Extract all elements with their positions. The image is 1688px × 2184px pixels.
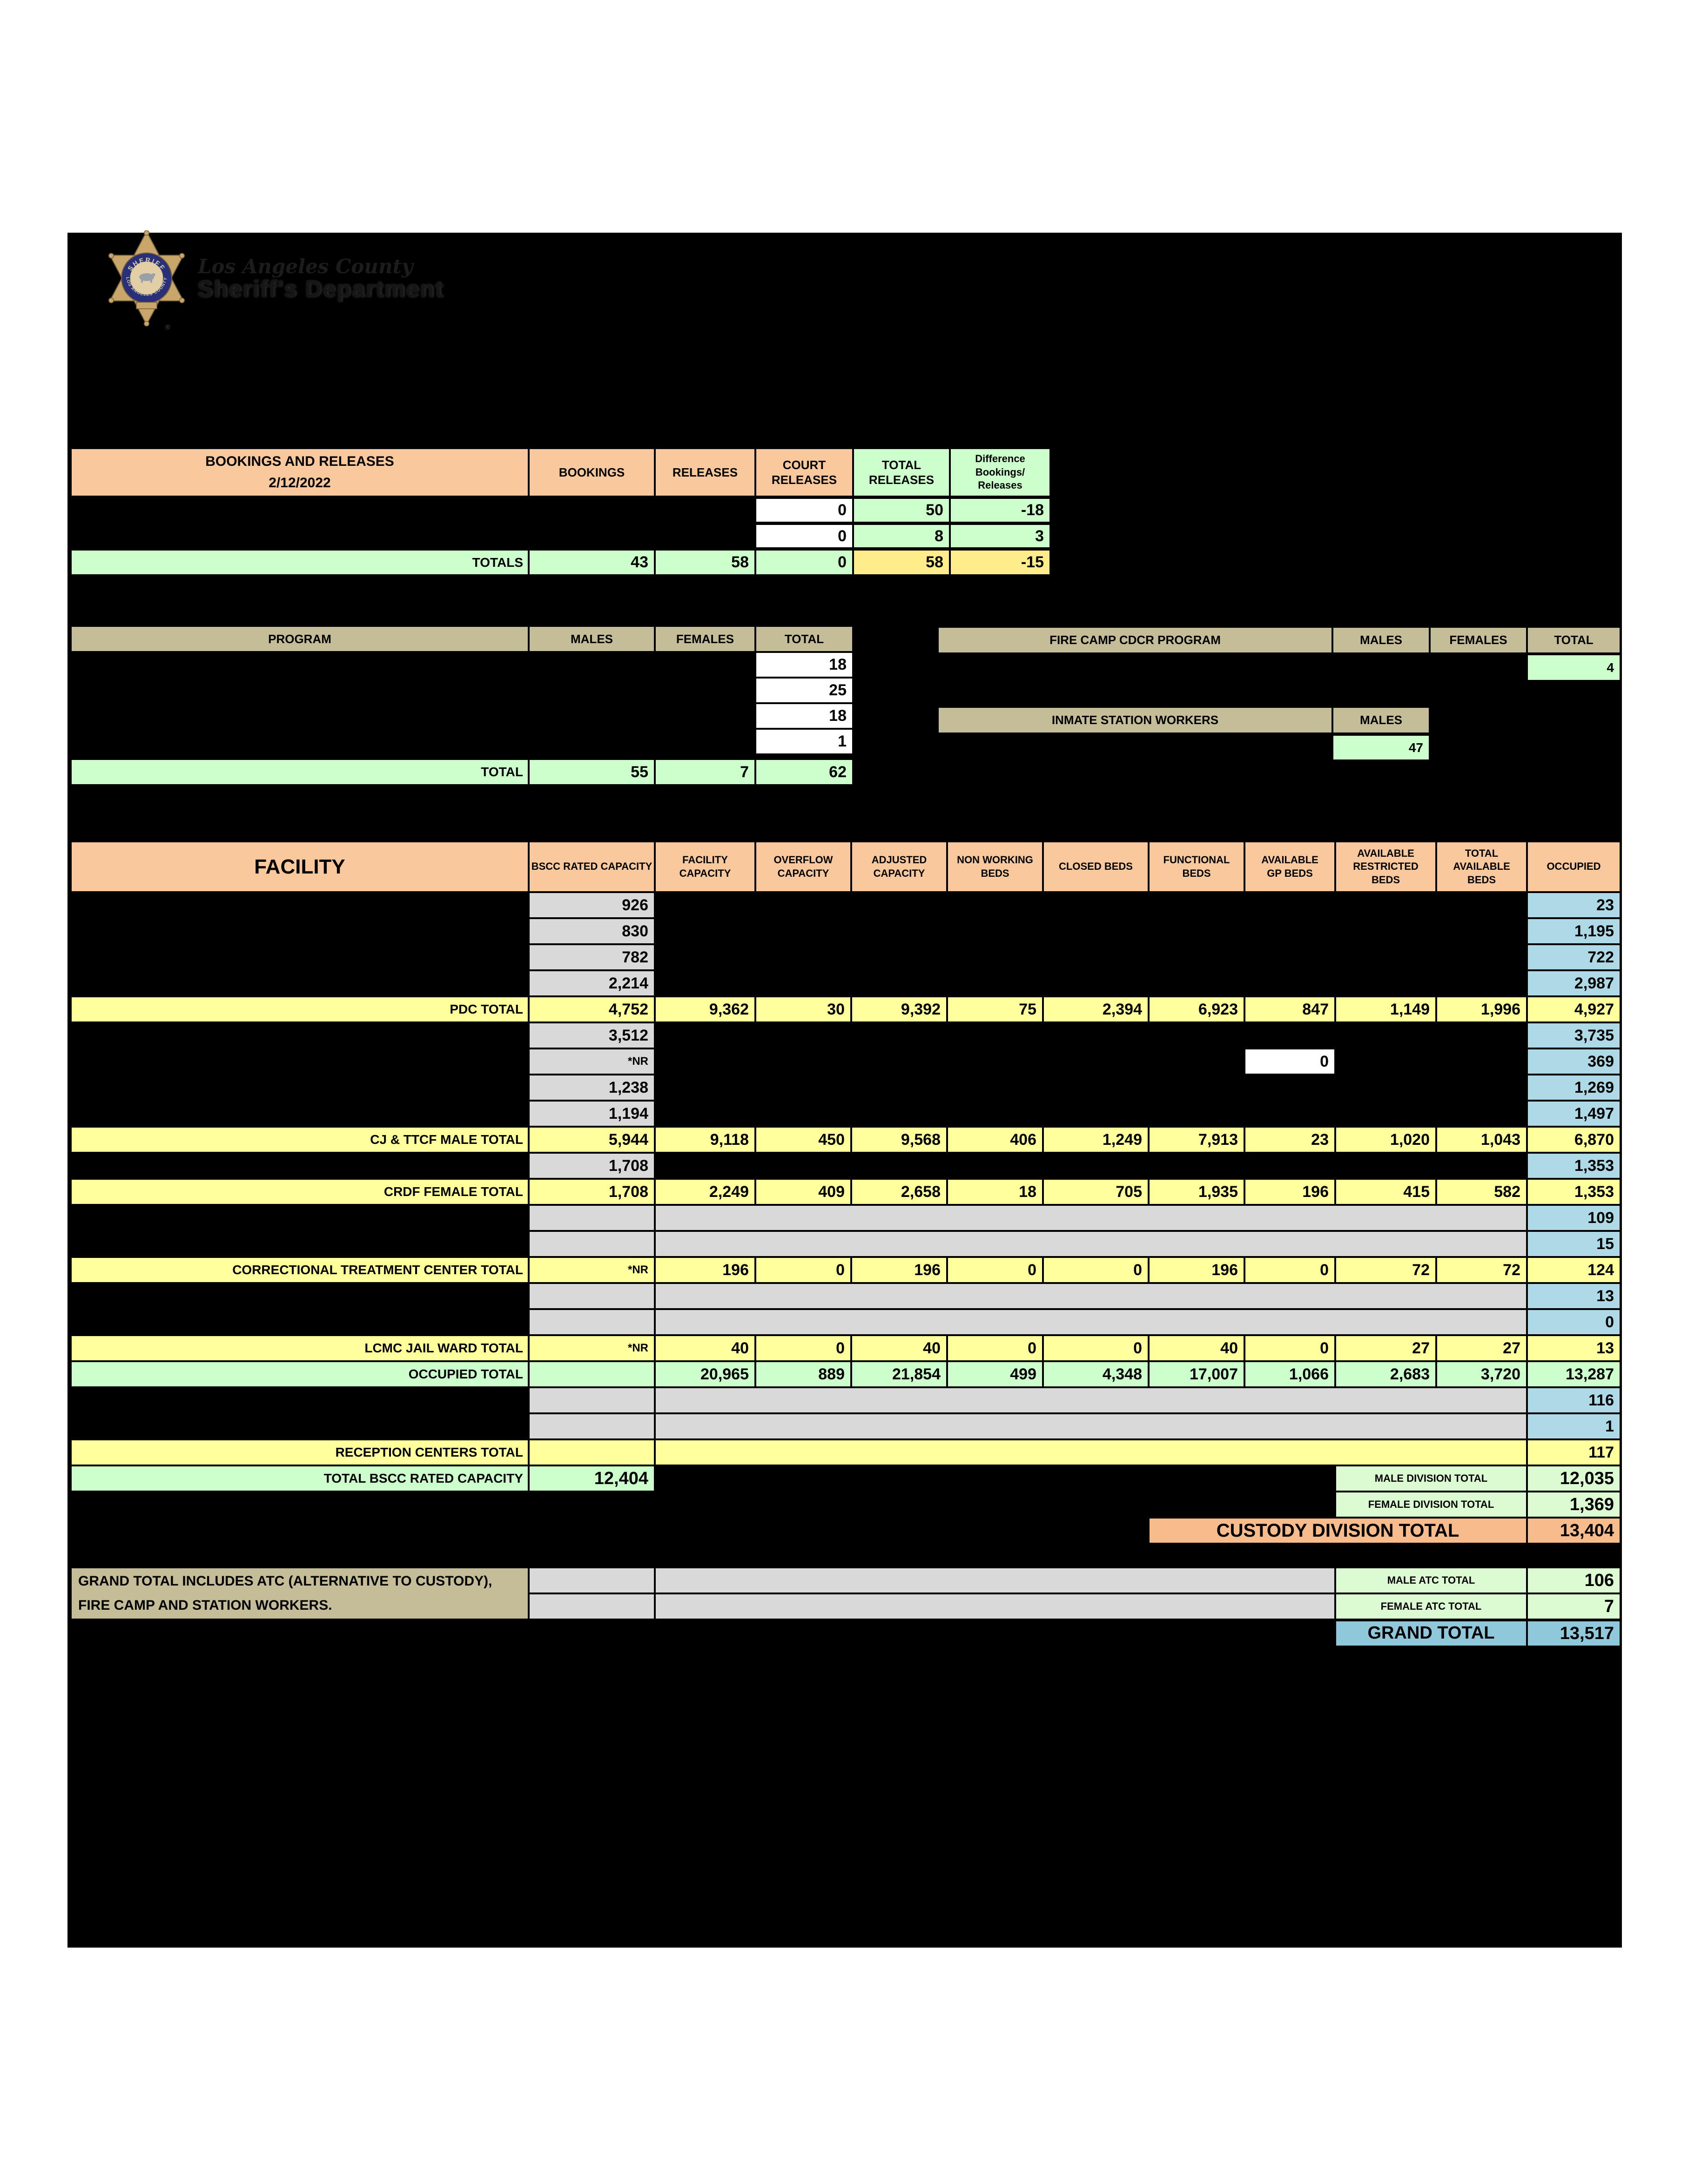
atc-note: GRAND TOTAL INCLUDES ATC (ALTERNATIVE TO CUSTODY), FIRE CAMP AND STATION WORKERS. <box>71 1567 529 1620</box>
court-releases-value: 0 <box>755 524 853 548</box>
facility-occupied-value: 23 <box>1527 892 1621 918</box>
facility-occupied-value: 722 <box>1527 944 1621 970</box>
division-total-label: FEMALE DIVISION TOTAL <box>1335 1492 1527 1518</box>
facility-bscc-value: 5,944 <box>529 1127 655 1153</box>
program-row <box>71 703 853 729</box>
facility-col-header: BSCC RATED CAPACITY <box>529 841 655 892</box>
station-workers-males-header: MALES <box>1332 707 1430 733</box>
facility-row <box>71 1387 1621 1413</box>
facility-total-value: 9,362 <box>655 996 755 1022</box>
facility-hidden-cell <box>529 1231 655 1257</box>
facility-occupied-value: 15 <box>1527 1231 1621 1257</box>
facility-row <box>71 1283 1621 1309</box>
facility-bscc-value: 782 <box>529 944 655 970</box>
totals-court-releases-value: 0 <box>755 550 853 575</box>
logo-agency-line2: Sheriff's Department <box>197 276 444 302</box>
custody-division-total-value: 13,404 <box>1527 1518 1621 1544</box>
atc-hidden-cell <box>655 1593 1335 1620</box>
facility-total-value: 75 <box>947 996 1043 1022</box>
facility-total-value: 40 <box>1149 1335 1244 1361</box>
total-bscc-capacity-value: 12,404 <box>529 1465 655 1492</box>
program-row-total: 25 <box>755 678 853 703</box>
female-atc-total-label: FEMALE ATC TOTAL <box>1335 1593 1527 1620</box>
totals-total-releases-value: 58 <box>853 550 950 575</box>
male-atc-total-label: MALE ATC TOTAL <box>1335 1567 1527 1593</box>
facility-total-value: 1,020 <box>1335 1127 1436 1153</box>
facility-total-value: 499 <box>947 1361 1043 1387</box>
facility-occupied-value: 1,195 <box>1527 918 1621 944</box>
facility-row <box>71 1361 1621 1387</box>
facility-total-label: CRDF FEMALE TOTAL <box>71 1179 529 1205</box>
facility-col-header: CLOSED BEDS <box>1043 841 1149 892</box>
facility-bscc-value: 830 <box>529 918 655 944</box>
bookings-title-cell <box>71 448 529 497</box>
sheriff-badge-logo <box>100 230 193 330</box>
facility-total-value: 2,683 <box>1335 1361 1436 1387</box>
facility-row <box>71 1048 1621 1075</box>
totals-difference-value: -15 <box>950 550 1050 575</box>
facility-occupied-value: 13 <box>1527 1335 1621 1361</box>
program-row-total: 18 <box>755 703 853 729</box>
facility-occupied-value: 4,927 <box>1527 996 1621 1022</box>
facility-table <box>71 841 1621 1544</box>
facility-total-value: 27 <box>1335 1335 1436 1361</box>
court-releases-value: 0 <box>755 498 853 523</box>
facility-total-value: 2,394 <box>1043 996 1149 1022</box>
station-workers-header-row <box>938 707 1430 733</box>
facility-total-value: 0 <box>1043 1257 1149 1283</box>
facility-col-header: OVERFLOW CAPACITY <box>755 841 851 892</box>
program-row-total: 18 <box>755 652 853 678</box>
fire-camp-header-row <box>938 627 1621 653</box>
fire-camp-total-header: TOTAL <box>1527 627 1621 653</box>
program-row <box>71 652 853 678</box>
facility-bscc-value: 1,194 <box>529 1101 655 1127</box>
facility-bscc-value: *NR <box>529 1335 655 1361</box>
facility-total-value: 1,149 <box>1335 996 1436 1022</box>
total-releases-col-header: TOTAL RELEASES <box>853 448 950 497</box>
bookings-col-header: BOOKINGS <box>529 448 655 497</box>
facility-total-value: 196 <box>655 1257 755 1283</box>
facility-total-value: 705 <box>1043 1179 1149 1205</box>
male-atc-total-value: 106 <box>1527 1567 1621 1593</box>
facility-total-value: 6,923 <box>1149 996 1244 1022</box>
facility-hidden-cell <box>529 1205 655 1231</box>
facility-occupied-value: 109 <box>1527 1205 1621 1231</box>
grand-total-value: 13,517 <box>1527 1620 1621 1646</box>
program-table <box>71 626 853 786</box>
program-row <box>71 678 853 703</box>
logo-agency-line1: Los Angeles County <box>198 255 413 278</box>
bookings-date: 2/12/2022 <box>269 475 331 491</box>
facility-total-label: OCCUPIED TOTAL <box>71 1361 529 1387</box>
total-bscc-capacity-label: TOTAL BSCC RATED CAPACITY <box>71 1465 529 1492</box>
facility-row <box>71 1439 1621 1465</box>
facility-total-value: 2,249 <box>655 1179 755 1205</box>
facility-bscc-value <box>529 1361 655 1387</box>
division-total-value: 12,035 <box>1527 1465 1621 1492</box>
bookings-row <box>71 524 1050 548</box>
fire-camp-females-header: FEMALES <box>1430 627 1527 653</box>
facility-total-value: 889 <box>755 1361 851 1387</box>
facility-bscc-value: *NR <box>529 1257 655 1283</box>
facility-row <box>71 892 1621 918</box>
facility-total-value: 2,658 <box>851 1179 947 1205</box>
facility-total-value: 3,720 <box>1436 1361 1527 1387</box>
facility-total-value: 7,913 <box>1149 1127 1244 1153</box>
facility-header-row <box>71 841 1621 892</box>
facility-occupied-value: 1,353 <box>1527 1153 1621 1179</box>
facility-total-value: 9,568 <box>851 1127 947 1153</box>
facility-total-value: 0 <box>1244 1335 1335 1361</box>
division-total-label: MALE DIVISION TOTAL <box>1335 1465 1527 1492</box>
bookings-releases-table <box>71 448 1050 576</box>
program-totals-total: 62 <box>755 759 853 785</box>
facility-row <box>71 1518 1621 1544</box>
program-males-header: MALES <box>529 626 655 652</box>
facility-total-value: 196 <box>1149 1257 1244 1283</box>
totals-releases-value: 58 <box>655 550 755 575</box>
badge-ring-text-bottom: LOS ANGELES COUNTY <box>125 276 168 297</box>
facility-total-value: 406 <box>947 1127 1043 1153</box>
facility-bscc-value: 3,512 <box>529 1022 655 1048</box>
program-row-total: 1 <box>755 729 853 754</box>
bookings-header-row <box>71 448 1050 497</box>
facility-row <box>71 970 1621 996</box>
difference-value: -18 <box>950 498 1050 523</box>
program-header-row <box>71 626 853 652</box>
facility-total-value: 196 <box>1244 1179 1335 1205</box>
atc-section <box>71 1567 1621 1620</box>
facility-hidden-cell <box>655 1283 1527 1309</box>
facility-hidden-cell <box>529 1413 655 1439</box>
facility-rows <box>71 892 1621 1544</box>
facility-occupied-value: 0 <box>1527 1309 1621 1335</box>
facility-total-value: 1,935 <box>1149 1179 1244 1205</box>
facility-empty-cell <box>655 1439 1527 1465</box>
facility-bscc-value: 1,238 <box>529 1075 655 1101</box>
program-totals-row <box>71 759 853 785</box>
female-atc-total-value: 7 <box>1527 1593 1621 1620</box>
facility-row <box>71 1492 1621 1518</box>
program-females-header: FEMALES <box>655 626 755 652</box>
facility-occupied-value: 369 <box>1527 1048 1621 1075</box>
court-releases-col-header: COURT RELEASES <box>755 448 853 497</box>
totals-bookings-value: 43 <box>529 550 655 575</box>
facility-total-value: 0 <box>947 1257 1043 1283</box>
facility-bscc-value: 4,752 <box>529 996 655 1022</box>
facility-row <box>71 1179 1621 1205</box>
facility-occupied-value: 1,497 <box>1527 1101 1621 1127</box>
facility-total-value: 30 <box>755 996 851 1022</box>
facility-available-gp-value: 0 <box>1244 1048 1335 1075</box>
facility-total-value: 409 <box>755 1179 851 1205</box>
facility-hidden-cell <box>655 1231 1527 1257</box>
facility-hidden-cell <box>655 1309 1527 1335</box>
facility-hidden-cell <box>655 1387 1527 1413</box>
facility-occupied-value: 2,987 <box>1527 970 1621 996</box>
facility-total-value: 1,043 <box>1436 1127 1527 1153</box>
facility-total-value: 9,392 <box>851 996 947 1022</box>
facility-row <box>71 1127 1621 1153</box>
difference-col-header: Difference Bookings/ Releases <box>950 448 1050 497</box>
facility-occupied-value: 1 <box>1527 1413 1621 1439</box>
fire-camp-title: FIRE CAMP CDCR PROGRAM <box>938 627 1332 653</box>
releases-col-header: RELEASES <box>655 448 755 497</box>
facility-total-value: 1,996 <box>1436 996 1527 1022</box>
facility-row <box>71 1309 1621 1335</box>
bookings-totals-label: TOTALS <box>71 550 529 575</box>
total-releases-value: 8 <box>853 524 950 548</box>
facility-total-value: 0 <box>1043 1335 1149 1361</box>
facility-row <box>71 1257 1621 1283</box>
facility-total-value: 0 <box>947 1335 1043 1361</box>
facility-total-value: 18 <box>947 1179 1043 1205</box>
facility-hidden-cell <box>655 1205 1527 1231</box>
facility-total-label: CJ & TTCF MALE TOTAL <box>71 1127 529 1153</box>
facility-total-value: 415 <box>1335 1179 1436 1205</box>
facility-col-header: FUNCTIONAL BEDS <box>1149 841 1244 892</box>
facility-row <box>71 1022 1621 1048</box>
fire-camp-table <box>938 627 1621 682</box>
facility-total-label: CORRECTIONAL TREATMENT CENTER TOTAL <box>71 1257 529 1283</box>
facility-total-value: 40 <box>851 1335 947 1361</box>
atc-hidden-cell <box>529 1593 655 1620</box>
facility-total-value: 1,066 <box>1244 1361 1335 1387</box>
program-totals-males: 55 <box>529 759 655 785</box>
facility-occupied-value: 117 <box>1527 1439 1621 1465</box>
facility-bscc-value: *NR <box>529 1048 655 1075</box>
total-releases-value: 50 <box>853 498 950 523</box>
facility-row <box>71 918 1621 944</box>
facility-total-value: 72 <box>1335 1257 1436 1283</box>
facility-occupied-value: 1,269 <box>1527 1075 1621 1101</box>
facility-occupied-value: 1,353 <box>1527 1179 1621 1205</box>
facility-bscc-value: 2,214 <box>529 970 655 996</box>
facility-col-header: ADJUSTED CAPACITY <box>851 841 947 892</box>
facility-total-value: 0 <box>1244 1257 1335 1283</box>
program-title: PROGRAM <box>71 626 529 652</box>
facility-total-value: 21,854 <box>851 1361 947 1387</box>
facility-total-label: PDC TOTAL <box>71 996 529 1022</box>
fire-camp-total-value: 4 <box>1527 654 1621 681</box>
facility-occupied-value: 124 <box>1527 1257 1621 1283</box>
facility-row <box>71 1153 1621 1179</box>
facility-row <box>71 1075 1621 1101</box>
facility-row <box>71 1231 1621 1257</box>
facility-bscc-value: 1,708 <box>529 1179 655 1205</box>
facility-occupied-value: 116 <box>1527 1387 1621 1413</box>
badge-registered-mark: ® <box>165 323 170 330</box>
facility-total-label: RECEPTION CENTERS TOTAL <box>71 1439 529 1465</box>
facility-row <box>71 1465 1621 1492</box>
facility-total-value: 27 <box>1436 1335 1527 1361</box>
program-row <box>71 729 853 754</box>
facility-total-value: 0 <box>755 1257 851 1283</box>
facility-hidden-cell <box>655 1413 1527 1439</box>
facility-occupied-value: 13 <box>1527 1283 1621 1309</box>
bookings-title: BOOKINGS AND RELEASES <box>205 454 394 470</box>
facility-col-header: TOTAL AVAILABLE BEDS <box>1436 841 1527 892</box>
facility-col-header: AVAILABLE GP BEDS <box>1244 841 1335 892</box>
facility-total-value: 847 <box>1244 996 1335 1022</box>
facility-total-value: 17,007 <box>1149 1361 1244 1387</box>
facility-col-header: OCCUPIED <box>1527 841 1621 892</box>
facility-total-value: 20,965 <box>655 1361 755 1387</box>
facility-hidden-cell <box>529 1387 655 1413</box>
difference-value: 3 <box>950 524 1050 548</box>
facility-hidden-cell <box>529 1283 655 1309</box>
facility-bscc-value: 1,708 <box>529 1153 655 1179</box>
facility-total-value: 4,348 <box>1043 1361 1149 1387</box>
division-total-value: 1,369 <box>1527 1492 1621 1518</box>
facility-bscc-value: 926 <box>529 892 655 918</box>
facility-occupied-value: 13,287 <box>1527 1361 1621 1387</box>
facility-hidden-cell <box>529 1309 655 1335</box>
facility-col-header: AVAILABLE RESTRICTED BEDS <box>1335 841 1436 892</box>
custody-division-total-label: CUSTODY DIVISION TOTAL <box>1149 1518 1527 1544</box>
badge-ring-text-top: SHERIFF <box>126 256 168 272</box>
atc-hidden-cell <box>655 1567 1335 1593</box>
facility-total-label: LCMC JAIL WARD TOTAL <box>71 1335 529 1361</box>
facility-total-value: 450 <box>755 1127 851 1153</box>
bookings-totals-row <box>71 550 1050 575</box>
facility-total-value: 1,249 <box>1043 1127 1149 1153</box>
facility-occupied-value: 3,735 <box>1527 1022 1621 1048</box>
facility-total-value: 72 <box>1436 1257 1527 1283</box>
badge-banner <box>136 302 157 309</box>
facility-total-value: 40 <box>655 1335 755 1361</box>
facility-total-value: 9,118 <box>655 1127 755 1153</box>
facility-total-value: 23 <box>1244 1127 1335 1153</box>
facility-total-value: 196 <box>851 1257 947 1283</box>
facility-total-value: 0 <box>755 1335 851 1361</box>
facility-col-header: FACILITY <box>71 841 529 892</box>
fire-camp-row <box>938 654 1621 681</box>
station-workers-table <box>938 707 1430 760</box>
grand-total-label: GRAND TOTAL <box>1335 1620 1527 1646</box>
grand-total-row <box>71 1620 1621 1646</box>
facility-col-header: NON WORKING BEDS <box>947 841 1043 892</box>
facility-row <box>71 1413 1621 1439</box>
program-totals-females: 7 <box>655 759 755 785</box>
facility-row <box>71 1205 1621 1231</box>
facility-row <box>71 996 1621 1022</box>
facility-row <box>71 944 1621 970</box>
facility-row <box>71 1101 1621 1127</box>
station-workers-value: 47 <box>1332 735 1430 760</box>
atc-hidden-cell <box>529 1567 655 1593</box>
facility-col-header: FACILITY CAPACITY <box>655 841 755 892</box>
program-totals-label: TOTAL <box>71 759 529 785</box>
station-workers-row <box>938 735 1430 760</box>
program-total-header: TOTAL <box>755 626 853 652</box>
fire-camp-males-header: MALES <box>1332 627 1430 653</box>
bookings-row <box>71 498 1050 523</box>
facility-total-value: 582 <box>1436 1179 1527 1205</box>
facility-empty-cell <box>529 1439 655 1465</box>
station-workers-title: INMATE STATION WORKERS <box>938 707 1332 733</box>
facility-occupied-value: 6,870 <box>1527 1127 1621 1153</box>
facility-row <box>71 1335 1621 1361</box>
